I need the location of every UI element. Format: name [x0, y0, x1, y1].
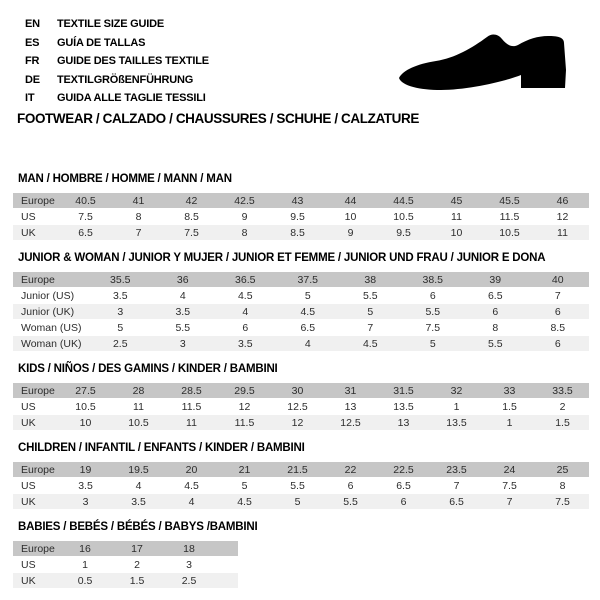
size-value: 6 [402, 288, 465, 303]
size-value: 7 [483, 494, 536, 509]
language-row-es [25, 34, 209, 53]
size-table-title: MAN / HOMBRE / HOMME / MANN / MAN [18, 173, 232, 185]
size-value: 3 [59, 494, 112, 509]
language-title: GUIDA ALLE TAGLIE TESSILI [57, 92, 206, 105]
size-value: 4 [214, 304, 277, 319]
table-row [13, 399, 589, 414]
size-value: 11.5 [218, 415, 271, 430]
table-row [13, 288, 589, 303]
size-value: 9.5 [377, 225, 430, 240]
size-table-title: CHILDREN / INFANTIL / ENFANTS / KINDER / BAMBINI [18, 442, 305, 454]
table-row [13, 304, 589, 319]
size-value: 24 [483, 462, 536, 477]
table-row [13, 494, 589, 509]
size-value: 4.5 [218, 494, 271, 509]
size-value: 19 [59, 462, 112, 477]
size-value: 36 [152, 272, 215, 287]
size-value: 17 [111, 541, 163, 556]
table-row [13, 225, 589, 240]
size-value: 33.5 [536, 383, 589, 398]
size-value: 10 [324, 209, 377, 224]
size-value: 4.5 [214, 288, 277, 303]
row-label: US [13, 478, 59, 493]
size-table [13, 382, 589, 431]
row-label: Europe [13, 272, 89, 287]
table-row [13, 336, 589, 351]
size-table-title: KIDS / NIÑOS / DES GAMINS / KINDER / BAMBINI [18, 363, 278, 375]
size-table [13, 192, 589, 241]
size-value: 5.5 [402, 304, 465, 319]
size-value: 2 [111, 557, 163, 572]
size-value: 6 [527, 336, 590, 351]
size-value: 35.5 [89, 272, 152, 287]
language-row-de [25, 71, 209, 90]
row-label: Junior (US) [13, 288, 89, 303]
size-table [13, 271, 589, 352]
size-value: 3.5 [214, 336, 277, 351]
size-value: 7.5 [59, 209, 112, 224]
size-value: 7.5 [483, 478, 536, 493]
size-value: 8 [112, 209, 165, 224]
size-value: 10 [430, 225, 483, 240]
size-value: 5 [277, 288, 340, 303]
size-value: 37.5 [277, 272, 340, 287]
category-heading: FOOTWEAR / CALZADO / CHAUSSURES / SCHUHE / CALZATURE [17, 111, 419, 126]
row-spacer [215, 573, 238, 588]
language-row-it [25, 89, 209, 108]
size-value: 16 [59, 541, 111, 556]
language-title: GUIDE DES TAILLES TEXTILE [57, 55, 209, 68]
size-value: 40 [527, 272, 590, 287]
size-value: 4 [277, 336, 340, 351]
table-row [13, 462, 589, 477]
size-value: 11 [536, 225, 589, 240]
size-value: 13 [377, 415, 430, 430]
dress-shoe-icon [391, 26, 573, 102]
size-value: 39 [464, 272, 527, 287]
size-value: 3 [152, 336, 215, 351]
size-value: 2 [536, 399, 589, 414]
row-label: US [13, 399, 59, 414]
size-value: 45.5 [483, 193, 536, 208]
size-value: 18 [163, 541, 215, 556]
size-value: 12.5 [324, 415, 377, 430]
size-value: 31.5 [377, 383, 430, 398]
size-value: 11 [430, 209, 483, 224]
size-value: 6.5 [377, 478, 430, 493]
size-value: 2.5 [163, 573, 215, 588]
size-value: 12 [218, 399, 271, 414]
row-label: Europe [13, 383, 59, 398]
row-label: Europe [13, 462, 59, 477]
size-value: 1.5 [536, 415, 589, 430]
row-label: UK [13, 573, 59, 588]
size-value: 10.5 [483, 225, 536, 240]
size-value: 5 [271, 494, 324, 509]
size-value: 7 [339, 320, 402, 335]
size-tables [13, 167, 589, 600]
size-value: 19.5 [112, 462, 165, 477]
size-value: 9.5 [271, 209, 324, 224]
size-value: 5 [339, 304, 402, 319]
language-title-list [25, 15, 209, 108]
language-row-en [25, 15, 209, 34]
language-title: GUÍA DE TALLAS [57, 36, 146, 49]
size-value: 21 [218, 462, 271, 477]
size-value: 42.5 [218, 193, 271, 208]
table-row [13, 193, 589, 208]
size-value: 6.5 [59, 225, 112, 240]
size-value: 9 [218, 209, 271, 224]
size-value: 3.5 [152, 304, 215, 319]
size-value: 32 [430, 383, 483, 398]
table-row [13, 209, 589, 224]
size-value: 11 [165, 415, 218, 430]
row-label: Woman (UK) [13, 336, 89, 351]
row-label: UK [13, 494, 59, 509]
size-value: 3.5 [89, 288, 152, 303]
size-value: 6 [377, 494, 430, 509]
size-value: 13.5 [377, 399, 430, 414]
row-label: UK [13, 225, 59, 240]
row-label: Woman (US) [13, 320, 89, 335]
size-value: 11.5 [483, 209, 536, 224]
table-row [13, 320, 589, 335]
language-row-fr [25, 52, 209, 71]
size-value: 1 [430, 399, 483, 414]
size-value: 5.5 [324, 494, 377, 509]
size-value: 12 [536, 209, 589, 224]
size-value: 2.5 [89, 336, 152, 351]
size-value: 10.5 [377, 209, 430, 224]
size-value: 25 [536, 462, 589, 477]
size-value: 8.5 [527, 320, 590, 335]
row-spacer [215, 557, 238, 572]
shoe-shape [399, 35, 566, 90]
size-value: 7.5 [165, 225, 218, 240]
size-table [13, 540, 238, 589]
size-value: 42 [165, 193, 218, 208]
language-code: ES [25, 36, 40, 49]
size-value: 41 [112, 193, 165, 208]
size-value: 44 [324, 193, 377, 208]
table-row [13, 383, 589, 398]
size-value: 5 [218, 478, 271, 493]
size-value: 6.5 [430, 494, 483, 509]
language-code: DE [25, 73, 40, 86]
size-value: 44.5 [377, 193, 430, 208]
language-code: IT [25, 92, 35, 105]
size-value: 5.5 [339, 288, 402, 303]
size-value: 10.5 [112, 415, 165, 430]
size-value: 1 [59, 557, 111, 572]
size-value: 11.5 [165, 399, 218, 414]
size-value: 4.5 [277, 304, 340, 319]
size-value: 1 [483, 415, 536, 430]
size-value: 8 [536, 478, 589, 493]
size-value: 22.5 [377, 462, 430, 477]
size-value: 20 [165, 462, 218, 477]
size-value: 7.5 [402, 320, 465, 335]
size-value: 4 [165, 494, 218, 509]
language-title: TEXTILGRÖßENFÜHRUNG [57, 73, 194, 86]
size-value: 6.5 [464, 288, 527, 303]
size-value: 12 [271, 415, 324, 430]
size-value: 29.5 [218, 383, 271, 398]
table-row [13, 557, 238, 572]
language-code: FR [25, 55, 40, 68]
size-value: 4.5 [165, 478, 218, 493]
size-value: 43 [271, 193, 324, 208]
language-title: TEXTILE SIZE GUIDE [57, 18, 165, 30]
size-value: 7 [112, 225, 165, 240]
row-label: Europe [13, 193, 59, 208]
size-table-title: JUNIOR & WOMAN / JUNIOR Y MUJER / JUNIOR ET FEMME / JUNIOR UND FRAU / JUNIOR E DONA [18, 252, 546, 264]
size-value: 28 [112, 383, 165, 398]
table-row [13, 541, 238, 556]
size-value: 8.5 [271, 225, 324, 240]
size-value: 9 [324, 225, 377, 240]
size-value: 3.5 [59, 478, 112, 493]
size-table-title: BABIES / BEBÉS / BÉBÉS / BABYS /BAMBINI [18, 521, 258, 533]
size-value: 23.5 [430, 462, 483, 477]
size-value: 1.5 [111, 573, 163, 588]
row-label: UK [13, 415, 59, 430]
size-value: 22 [324, 462, 377, 477]
size-value: 3 [163, 557, 215, 572]
size-value: 5.5 [271, 478, 324, 493]
size-value: 33 [483, 383, 536, 398]
size-value: 6 [464, 304, 527, 319]
size-value: 7 [527, 288, 590, 303]
row-label: Junior (UK) [13, 304, 89, 319]
size-value: 38.5 [402, 272, 465, 287]
table-row [13, 573, 238, 588]
size-value: 6 [527, 304, 590, 319]
size-value: 5 [89, 320, 152, 335]
size-value: 1.5 [483, 399, 536, 414]
size-value: 4.5 [339, 336, 402, 351]
size-value: 36.5 [214, 272, 277, 287]
table-row [13, 272, 589, 287]
size-value: 10 [59, 415, 112, 430]
size-value: 4 [152, 288, 215, 303]
size-value: 5.5 [464, 336, 527, 351]
size-value: 27.5 [59, 383, 112, 398]
table-row [13, 478, 589, 493]
row-label: US [13, 209, 59, 224]
size-value: 31 [324, 383, 377, 398]
size-value: 28.5 [165, 383, 218, 398]
size-table [13, 461, 589, 510]
size-value: 5 [402, 336, 465, 351]
row-label: Europe [13, 541, 59, 556]
size-value: 8.5 [165, 209, 218, 224]
size-value: 6 [214, 320, 277, 335]
size-value: 30 [271, 383, 324, 398]
size-value: 6.5 [277, 320, 340, 335]
size-value: 6 [324, 478, 377, 493]
size-value: 4 [112, 478, 165, 493]
size-value: 12.5 [271, 399, 324, 414]
size-value: 21.5 [271, 462, 324, 477]
size-value: 0.5 [59, 573, 111, 588]
size-value: 3.5 [112, 494, 165, 509]
size-value: 45 [430, 193, 483, 208]
size-value: 3 [89, 304, 152, 319]
size-value: 40.5 [59, 193, 112, 208]
size-value: 11 [112, 399, 165, 414]
size-value: 46 [536, 193, 589, 208]
size-value: 7 [430, 478, 483, 493]
size-value: 5.5 [152, 320, 215, 335]
row-label: US [13, 557, 59, 572]
size-value: 13.5 [430, 415, 483, 430]
size-value: 38 [339, 272, 402, 287]
size-value: 8 [464, 320, 527, 335]
size-value: 7.5 [536, 494, 589, 509]
table-row [13, 415, 589, 430]
size-value: 10.5 [59, 399, 112, 414]
language-code: EN [25, 18, 40, 30]
size-value: 8 [218, 225, 271, 240]
row-spacer [215, 541, 238, 556]
size-value: 13 [324, 399, 377, 414]
